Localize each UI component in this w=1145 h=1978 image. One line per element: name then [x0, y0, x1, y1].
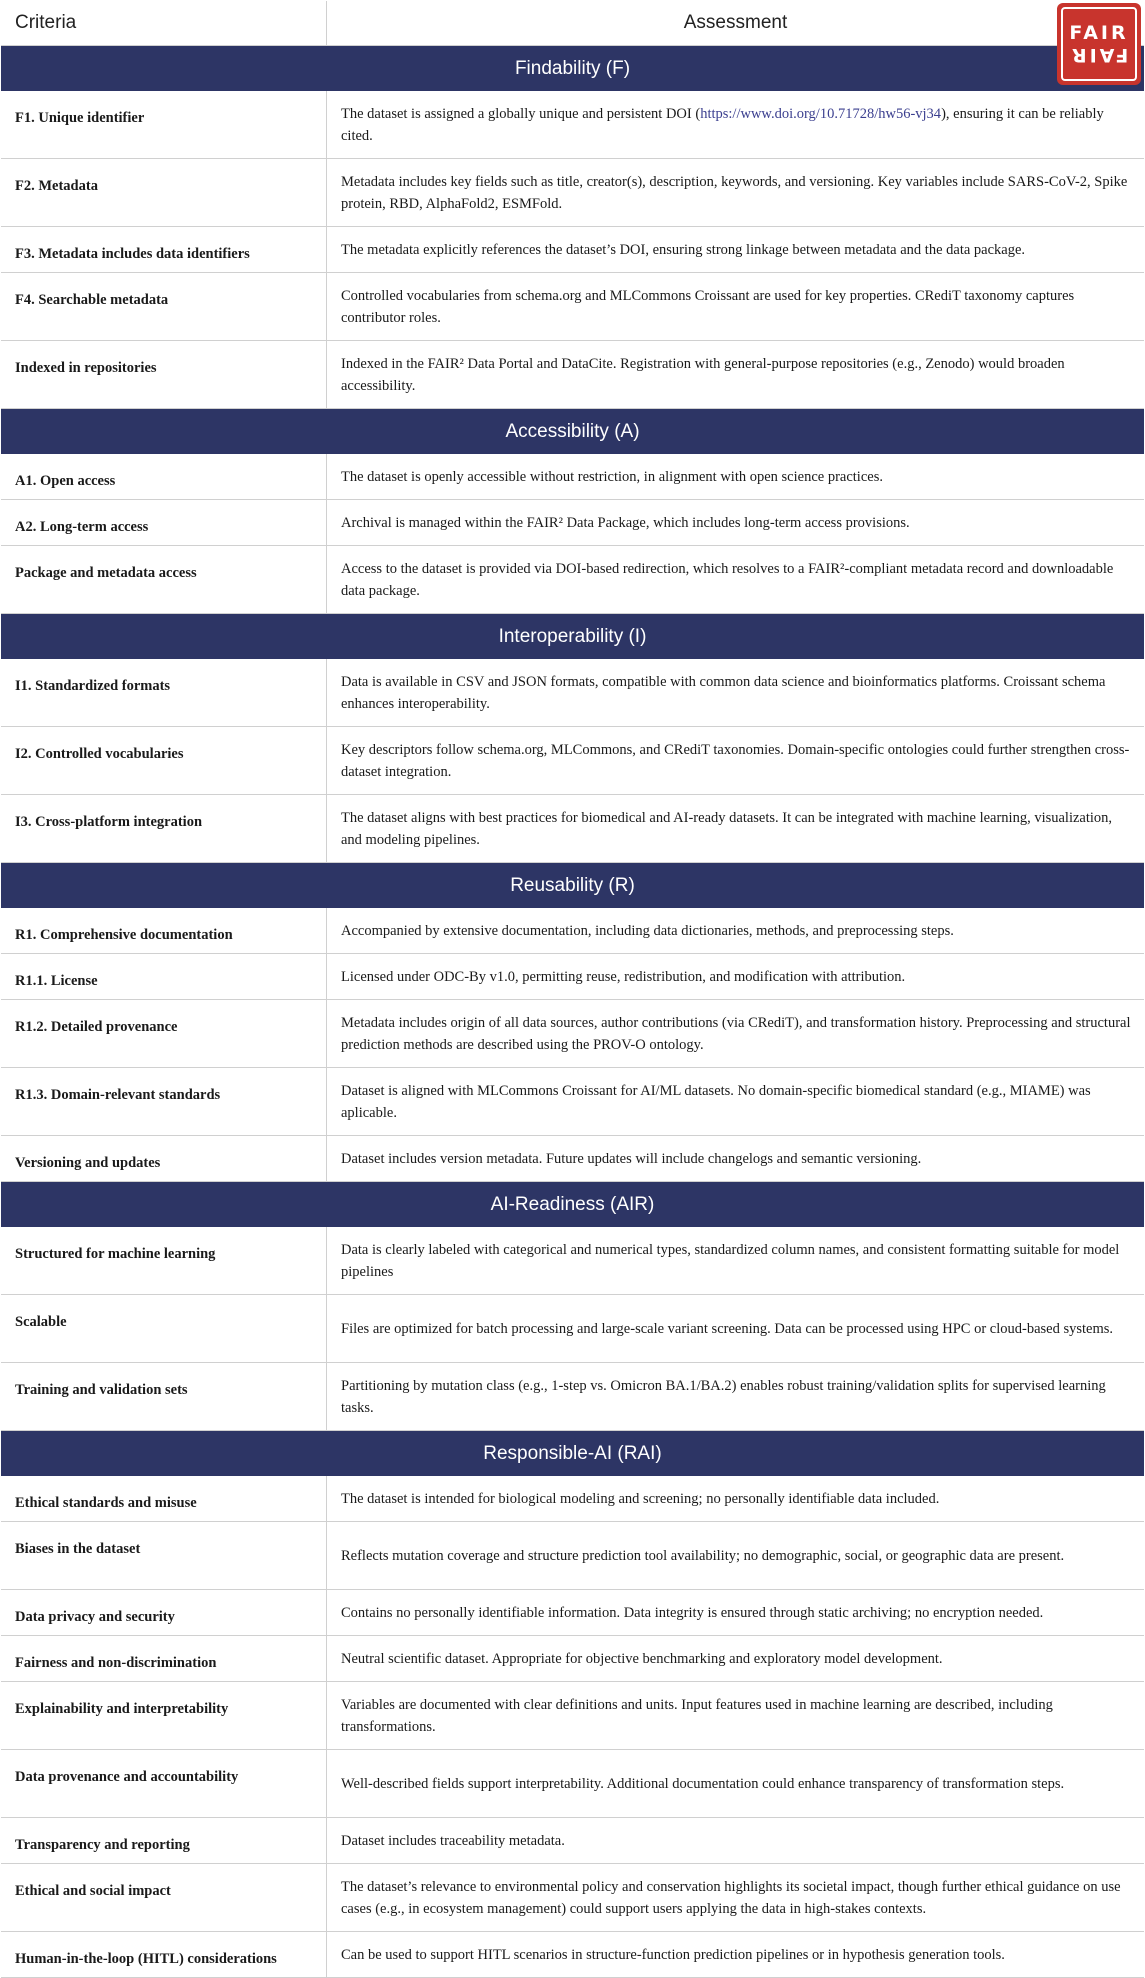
assessment-text: Dataset includes traceability metadata. [341, 1832, 565, 1849]
table-row [1, 1522, 1144, 1590]
assessment-cell [327, 273, 1144, 340]
assessment-cell [327, 954, 1144, 999]
table-row [1, 159, 1144, 227]
table-row [1, 1636, 1144, 1682]
assessment-cell [327, 1068, 1144, 1135]
section-header: Reusability (R) [1, 863, 1144, 908]
fair-logo-top-text: FAIR [1069, 22, 1129, 44]
assessment-cell [327, 1864, 1144, 1931]
assessment-text: Indexed in the FAIR² Data Portal and DataCite. Registration with general-purpose repositories (e.g., Zenodo) would broaden accessibility. [341, 355, 1065, 394]
assessment-text: Controlled vocabularies from schema.org and MLCommons Croissant are used for key properties. CRediT taxonomy captures contributor roles. [341, 287, 1075, 326]
criteria-cell: Explainability and interpretability [1, 1682, 327, 1749]
assessment-cell [327, 454, 1144, 499]
section-header: Interoperability (I) [1, 614, 1144, 659]
criteria-cell: Transparency and reporting [1, 1818, 327, 1863]
criteria-cell: A1. Open access [1, 454, 327, 499]
assessment-cell [327, 795, 1144, 862]
assessment-cell [327, 341, 1144, 408]
assessment-cell [327, 1932, 1144, 1977]
criteria-cell: Ethical and social impact [1, 1864, 327, 1931]
criteria-cell: I2. Controlled vocabularies [1, 727, 327, 794]
assessment-cell [327, 1818, 1144, 1863]
assessment-cell [327, 1000, 1144, 1067]
criteria-cell: F1. Unique identifier [1, 91, 327, 158]
table-row [1, 1476, 1144, 1522]
section-header: Accessibility (A) [1, 409, 1144, 454]
criteria-cell: F3. Metadata includes data identifiers [1, 227, 327, 272]
assessment-text: The dataset is openly accessible without restriction, in alignment with open science practices. [341, 468, 883, 485]
assessment-cell [327, 227, 1144, 272]
assessment-cell [327, 1363, 1144, 1430]
assessment-text: The dataset is intended for biological modeling and screening; no personally identifiable data included. [341, 1490, 940, 1507]
criteria-cell: I1. Standardized formats [1, 659, 327, 726]
criteria-cell: Human-in-the-loop (HITL) considerations [1, 1932, 327, 1977]
assessment-cell [327, 1227, 1144, 1294]
table-row [1, 454, 1144, 500]
assessment-cell [327, 1295, 1144, 1362]
assessment-text: The dataset aligns with best practices for biomedical and AI-ready datasets. It can be integrated with machine learning, visualization, and modeling pipelines. [341, 809, 1113, 848]
table-row [1, 954, 1144, 1000]
assessment-text: The dataset’s relevance to environmental policy and conservation highlights its societal impact, though further ethical guidance on use cases (e.g., in ecosystem management) could support users applying the data in high-stakes contexts. [341, 1878, 1121, 1917]
assessment-cell [327, 500, 1144, 545]
fair-logo-bottom-text: FAIR [1069, 44, 1129, 66]
assessment-text: Access to the dataset is provided via DOI-based redirection, which resolves to a FAIR²-compliant metadata record and downloadable data package. [341, 560, 1114, 599]
criteria-cell: Data provenance and accountability [1, 1750, 327, 1817]
assessment-cell [327, 1136, 1144, 1181]
criteria-cell: R1.1. License [1, 954, 327, 999]
table-row [1, 1295, 1144, 1363]
table-row [1, 341, 1144, 409]
assessment-text-suffix: ), ensuring it can be reliably cited. [341, 105, 1104, 144]
assessment-text: Reflects mutation coverage and structure prediction tool availability; no demographic, social, or geographic data are present. [341, 1547, 1065, 1564]
table-row [1, 1136, 1144, 1182]
assessment-text: Files are optimized for batch processing and large-scale variant screening. Data can be processed using HPC or cloud-based systems. [341, 1320, 1114, 1337]
assessment-text [341, 103, 1132, 147]
assessment-cell [327, 659, 1144, 726]
assessment-text: Data is available in CSV and JSON formats, compatible with common data science and bioinformatics platforms. Croissant schema enhances interoperability. [341, 673, 1106, 712]
assessment-text: Partitioning by mutation class (e.g., 1-step vs. Omicron BA.1/BA.2) enables robust training/validation splits for supervised learning tasks. [341, 1377, 1106, 1416]
table-row [1, 1682, 1144, 1750]
section-header: Findability (F) [1, 46, 1144, 91]
table-row [1, 1590, 1144, 1636]
assessment-text: Dataset includes version metadata. Future updates will include changelogs and semantic versioning. [341, 1150, 922, 1167]
table-row [1, 227, 1144, 273]
assessment-cell [327, 159, 1144, 226]
criteria-cell: Scalable [1, 1295, 327, 1362]
assessment-cell [327, 1590, 1144, 1635]
table-row [1, 273, 1144, 341]
table-row [1, 1864, 1144, 1932]
criteria-cell: F4. Searchable metadata [1, 273, 327, 340]
criteria-cell: A2. Long-term access [1, 500, 327, 545]
criteria-column-header: Criteria [1, 1, 327, 45]
criteria-cell: Biases in the dataset [1, 1522, 327, 1589]
assessment-cell [327, 546, 1144, 613]
table-row [1, 1068, 1144, 1136]
assessment-text: Contains no personally identifiable information. Data integrity is ensured through static archiving; no encryption needed. [341, 1604, 1044, 1621]
criteria-cell: R1. Comprehensive documentation [1, 908, 327, 953]
criteria-cell: Training and validation sets [1, 1363, 327, 1430]
assessment-cell [327, 1476, 1144, 1521]
fair-logo [1057, 3, 1141, 85]
criteria-cell: Structured for machine learning [1, 1227, 327, 1294]
criteria-cell: Data privacy and security [1, 1590, 327, 1635]
table-row [1, 727, 1144, 795]
assessment-text: Metadata includes origin of all data sources, author contributions (via CRediT), and transformation history. Preprocessing and structural prediction methods are described using the PROV-O ontology. [341, 1014, 1131, 1053]
assessment-text: Archival is managed within the FAIR² Data Package, which includes long-term access provisions. [341, 514, 910, 531]
assessment-text: Licensed under ODC-By v1.0, permitting reuse, redistribution, and modification with attribution. [341, 968, 906, 985]
assessment-cell [327, 1682, 1144, 1749]
criteria-cell: Package and metadata access [1, 546, 327, 613]
criteria-cell: Ethical standards and misuse [1, 1476, 327, 1521]
table-header [1, 1, 1144, 46]
criteria-cell: I3. Cross-platform integration [1, 795, 327, 862]
assessment-text: Metadata includes key fields such as title, creator(s), description, keywords, and versioning. Key variables include SARS-CoV-2, Spike protein, RBD, AlphaFold2, ESMFold. [341, 173, 1128, 212]
table-row [1, 1363, 1144, 1431]
assessment-text: Accompanied by extensive documentation, including data dictionaries, methods, and preprocessing steps. [341, 922, 954, 939]
assessment-text: Can be used to support HITL scenarios in structure-function prediction pipelines or in hypothesis generation tools. [341, 1946, 1005, 1963]
assessment-column-header: Assessment [683, 12, 788, 33]
table-row [1, 1750, 1144, 1818]
criteria-cell: Fairness and non-discrimination [1, 1636, 327, 1681]
assessment-cell [327, 1750, 1144, 1817]
criteria-cell: Indexed in repositories [1, 341, 327, 408]
assessment-cell [327, 727, 1144, 794]
assessment-text: Neutral scientific dataset. Appropriate for objective benchmarking and exploratory model development. [341, 1650, 943, 1667]
table-row [1, 546, 1144, 614]
table-row [1, 500, 1144, 546]
criteria-cell: R1.2. Detailed provenance [1, 1000, 327, 1067]
table-row [1, 1227, 1144, 1295]
assessment-text: Data is clearly labeled with categorical and numerical types, standardized column names, and consistent formatting suitable for model pipelines [341, 1241, 1120, 1280]
assessment-text-prefix: The dataset is assigned a globally unique and persistent DOI ( [341, 105, 701, 122]
table-row [1, 1932, 1144, 1978]
assessment-text: Dataset is aligned with MLCommons Croissant for AI/ML datasets. No domain-specific biomedical standard (e.g., MIAME) was aplicable. [341, 1082, 1091, 1121]
table-row [1, 795, 1144, 863]
assessment-cell [327, 1636, 1144, 1681]
section-header: AI-Readiness (AIR) [1, 1182, 1144, 1227]
criteria-cell: Versioning and updates [1, 1136, 327, 1181]
assessment-text: Well-described fields support interpretability. Additional documentation could enhance transparency of transformation steps. [341, 1775, 1065, 1792]
doi-link[interactable]: https://www.doi.org/10.71728/hw56-vj34 [700, 105, 942, 122]
table-row [1, 659, 1144, 727]
assessment-cell [327, 1522, 1144, 1589]
assessment-text: Key descriptors follow schema.org, MLCommons, and CRediT taxonomies. Domain-specific ontologies could further strengthen cross-dataset integration. [341, 741, 1130, 780]
assessment-cell [327, 91, 1144, 158]
table-row [1, 1000, 1144, 1068]
assessment-text: Variables are documented with clear definitions and units. Input features used in machine learning are described, including transformations. [341, 1696, 1053, 1735]
criteria-cell: F2. Metadata [1, 159, 327, 226]
table-row [1, 908, 1144, 954]
table-row [1, 1818, 1144, 1864]
section-header: Responsible-AI (RAI) [1, 1431, 1144, 1476]
criteria-cell: R1.3. Domain-relevant standards [1, 1068, 327, 1135]
fair-assessment-table [1, 1, 1144, 1978]
table-row [1, 91, 1144, 159]
assessment-cell [327, 908, 1144, 953]
assessment-text: The metadata explicitly references the dataset’s DOI, ensuring strong linkage between metadata and the data package. [341, 241, 1026, 258]
